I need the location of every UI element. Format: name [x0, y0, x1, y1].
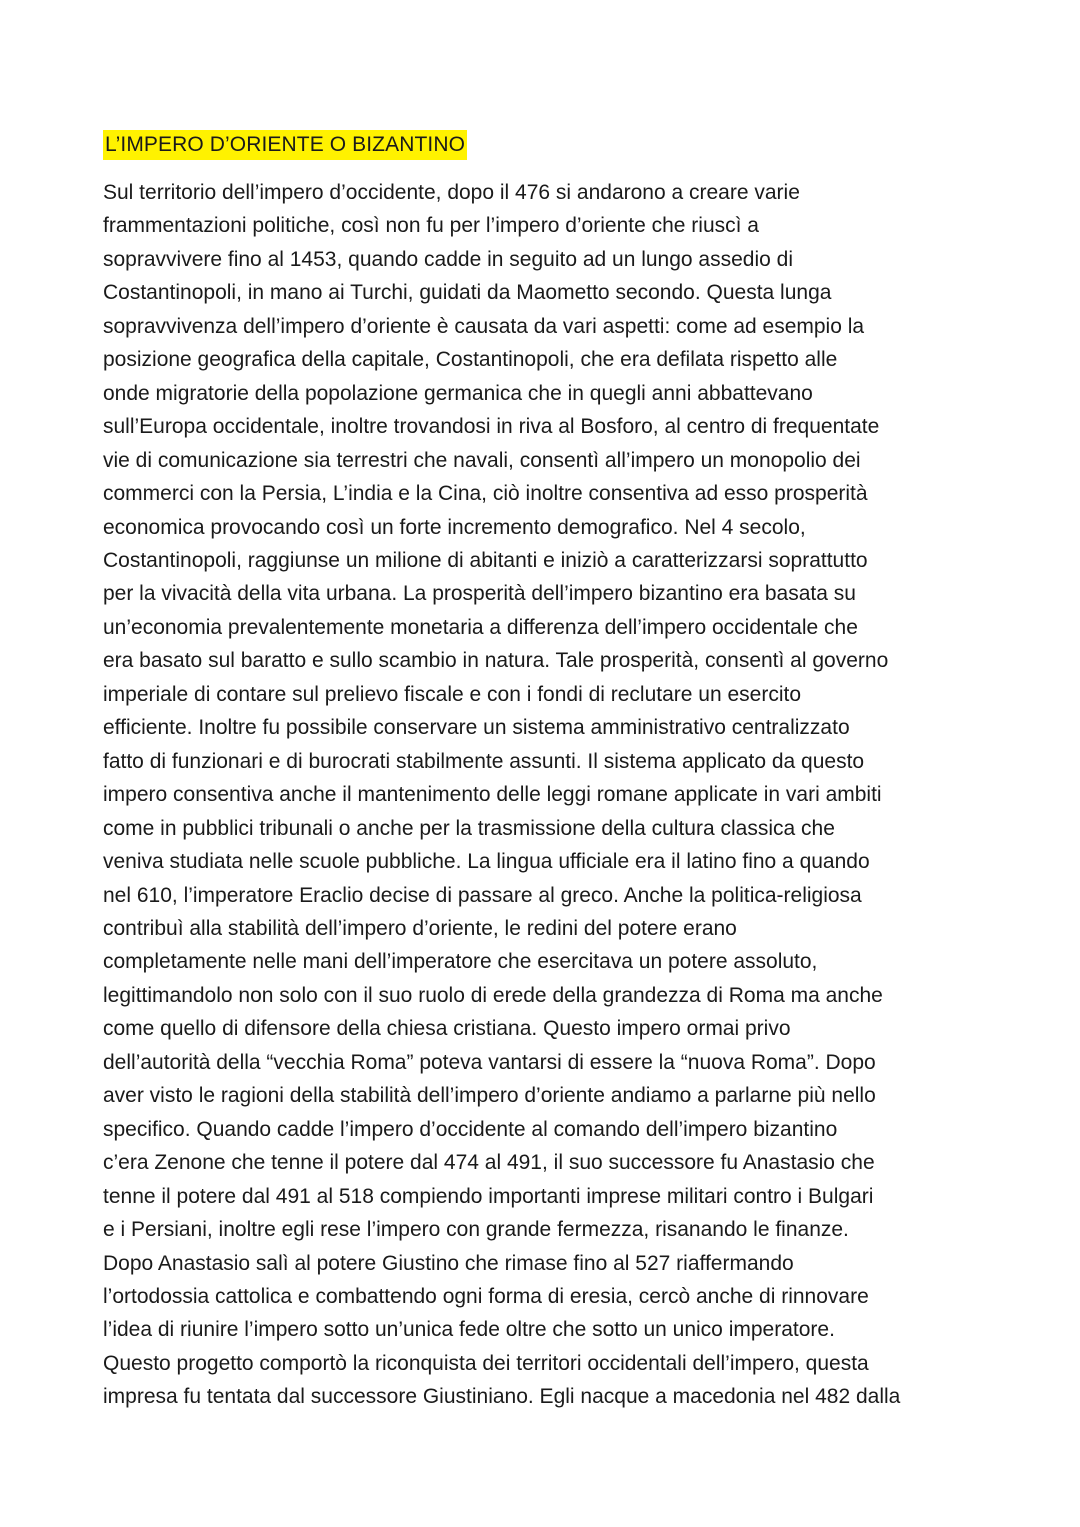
body-line: nel 610, l’imperatore Eraclio decise di passare al greco. Anche la politica-religiosa [103, 883, 862, 907]
body-line: l’ortodossia cattolica e combattendo ogni forma di eresia, cercò anche di rinnovare [103, 1284, 869, 1308]
body-line: Costantinopoli, in mano ai Turchi, guidati da Maometto secondo. Questa lunga [103, 281, 832, 305]
body-line: frammentazioni politiche, così non fu per l’impero d’oriente che riuscì a [103, 214, 759, 238]
body-line: era basato sul baratto e sullo scambio in natura. Tale prosperità, consentì al governo [103, 649, 889, 673]
body-line: Sul territorio dell’impero d’occidente, dopo il 476 si andarono a creare varie [103, 181, 800, 204]
body-line: impero consentiva anche il mantenimento delle leggi romane applicate in vari ambiti [103, 783, 882, 807]
body-line: imperiale di contare sul prelievo fiscale e con i fondi di reclutare un esercito [103, 682, 802, 706]
body-line: c’era Zenone che tenne il potere dal 474 al 491, il suo successore fu Anastasio che [103, 1151, 875, 1175]
body-line: economica provocando così un forte incremento demografico. Nel 4 secolo, [103, 515, 806, 539]
body-line: contribuì alla stabilità dell’impero d’oriente, le redini del potere erano [103, 916, 737, 940]
body-line: e i Persiani, inoltre egli rese l’impero con grande fermezza, risanando le finanze. [103, 1218, 849, 1242]
body-line: specifico. Quando cadde l’impero d’occidente al comando dell’impero bizantino [103, 1117, 838, 1141]
document-title: L’IMPERO D’ORIENTE O BIZANTINO [103, 130, 467, 160]
body-line: sopravvivere fino al 1453, quando cadde in seguito ad un lungo assedio di [103, 247, 793, 271]
body-line: un’economia prevalentemente monetaria a differenza dell’impero occidentale che [103, 615, 858, 639]
body-line: completamente nelle mani dell’imperatore che esercitava un potere assoluto, [103, 950, 818, 974]
body-line: dell’autorità della “vecchia Roma” poteva vantarsi di essere la “nuova Roma”. Dopo [103, 1050, 876, 1074]
body-line: onde migratorie della popolazione germanica che in quegli anni abbattevano [103, 381, 813, 405]
body-line: commerci con la Persia, L’india e la Cina, ciò inoltre consentiva ad esso prosperità [103, 482, 868, 506]
body-line: l’idea di riunire l’impero sotto un’unica fede oltre che sotto un unico imperatore. [103, 1318, 835, 1342]
body-line: Dopo Anastasio salì al potere Giustino che rimase fino al 527 riaffermando [103, 1251, 794, 1275]
body-line: posizione geografica della capitale, Costantinopoli, che era defilata rispetto alle [103, 348, 838, 372]
body-line: sopravvivenza dell’impero d’oriente è causata da vari aspetti: come ad esempio la [103, 314, 865, 338]
body-line: efficiente. Inoltre fu possibile conservare un sistema amministrativo centralizzato [103, 716, 850, 740]
body-line: Questo progetto comportò la riconquista dei territori occidentali dell’impero, questa [103, 1351, 869, 1375]
body-line: Costantinopoli, raggiunse un milione di abitanti e iniziò a caratterizzarsi soprattutto [103, 548, 868, 572]
body-line: per la vivacità della vita urbana. La prosperità dell’impero bizantino era basata su [103, 582, 856, 606]
body-line: aver visto le ragioni della stabilità dell’impero d’oriente andiamo a parlarne più nello [103, 1084, 876, 1108]
body-line: impresa fu tentata dal successore Giustiniano. Egli nacque a macedonia nel 482 dalla [103, 1385, 901, 1409]
body-line: come quello di difensore della chiesa cristiana. Questo impero ormai privo [103, 1017, 791, 1041]
body-line: vie di comunicazione sia terrestri che navali, consentì all’impero un monopolio dei [103, 448, 861, 472]
body-line: fatto di funzionari e di burocrati stabilmente assunti. Il sistema applicato da questo [103, 749, 865, 773]
body-line: tenne il potere dal 491 al 518 compiendo importanti imprese militari contro i Bulgari [103, 1184, 874, 1208]
body-line: legittimandolo non solo con il suo ruolo di erede della grandezza di Roma ma anche [103, 983, 883, 1007]
document-body [103, 176, 983, 1414]
body-line: veniva studiata nelle scuole pubbliche. La lingua ufficiale era il latino fino a quando [103, 850, 870, 874]
body-line: sull’Europa occidentale, inoltre trovandosi in riva al Bosforo, al centro di frequentate [103, 415, 880, 439]
body-line: come in pubblici tribunali o anche per la trasmissione della cultura classica che [103, 816, 835, 840]
